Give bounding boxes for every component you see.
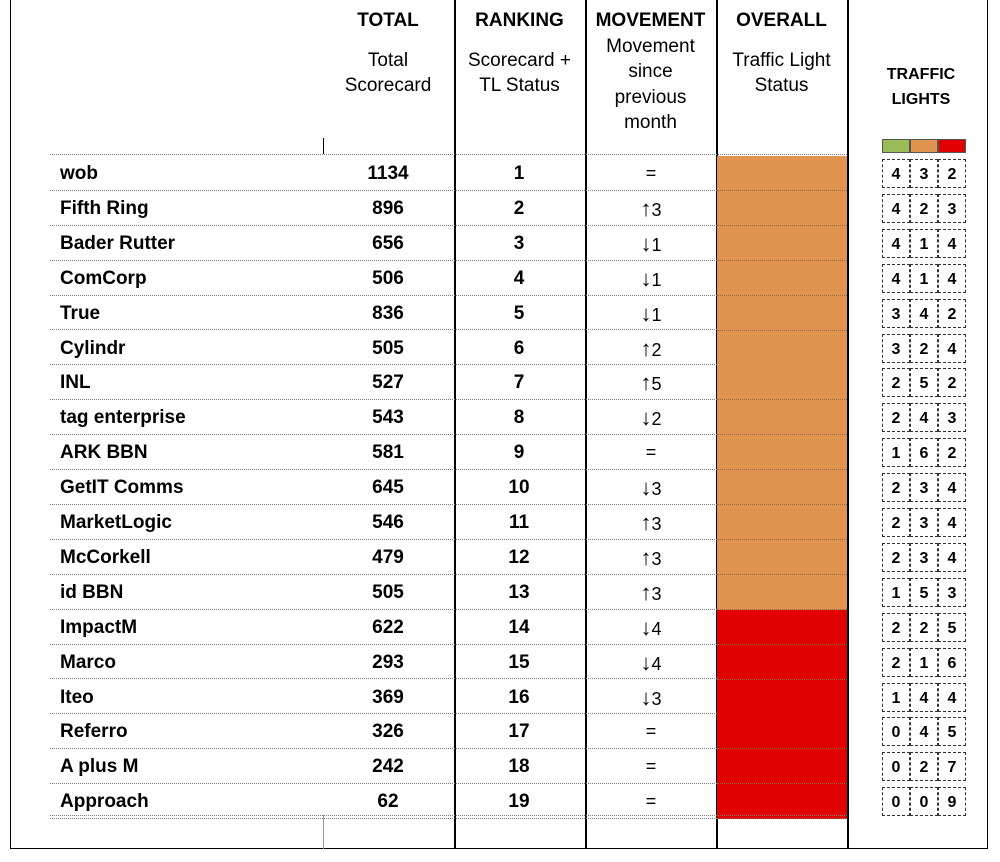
header-movement-sub: Movement since previous month [606, 35, 695, 133]
movement-amount: 4 [651, 653, 662, 674]
amber-count: 5 [910, 368, 938, 397]
company-name: GetIT Comms [60, 477, 184, 499]
arrow-down-icon: ↓ [640, 300, 652, 326]
table-row [10, 645, 990, 680]
movement-indicator [586, 784, 716, 819]
table-row [10, 191, 990, 226]
rank-value: 15 [508, 651, 530, 673]
status-light-amber [717, 365, 847, 400]
red-count: 7 [938, 752, 966, 781]
company-name: Marco [60, 651, 116, 673]
amber-count: 4 [910, 403, 938, 432]
rank-value: 8 [513, 407, 525, 429]
header-traffic-lights-line2: LIGHTS [891, 91, 951, 108]
red-count: 6 [938, 648, 966, 677]
traffic-light-counts [882, 226, 966, 261]
table-row [10, 470, 990, 505]
bottom-separator [50, 815, 847, 816]
movement-indicator [586, 400, 716, 435]
table-row [10, 714, 990, 749]
red-count: 2 [938, 299, 966, 328]
green-count: 2 [882, 368, 910, 397]
rank-value: 12 [508, 546, 530, 568]
status-light-amber [717, 296, 847, 331]
table-row [10, 156, 990, 191]
total-score: 656 [372, 232, 404, 254]
movement-amount: 1 [651, 234, 662, 255]
status-light-amber [717, 470, 847, 505]
red-count: 2 [938, 159, 966, 188]
green-count: 0 [882, 787, 910, 816]
table-row [10, 226, 990, 261]
movement-indicator [586, 435, 716, 470]
amber-count: 2 [910, 334, 938, 363]
red-count: 3 [938, 194, 966, 223]
movement-amount: 3 [651, 548, 662, 569]
company-name: ARK BBN [60, 442, 148, 464]
company-name: Iteo [60, 686, 94, 708]
movement-indicator [586, 191, 716, 226]
red-count: 5 [938, 613, 966, 642]
arrow-down-icon: ↓ [640, 684, 652, 710]
table-row [10, 435, 990, 470]
rank-value: 1 [513, 163, 525, 184]
header-ranking-title: RANKING [475, 10, 564, 31]
total-score: 369 [372, 686, 404, 708]
total-score: 505 [372, 581, 404, 603]
company-name: ComCorp [60, 267, 147, 289]
arrow-down-icon: ↓ [640, 230, 652, 256]
no-change-icon: = [645, 721, 657, 742]
rank-value: 18 [508, 756, 530, 778]
header-traffic-lights-line1: TRAFFIC [886, 66, 956, 83]
amber-count: 3 [910, 543, 938, 572]
company-name: tag enterprise [60, 407, 186, 429]
red-count: 4 [938, 508, 966, 537]
movement-amount: 4 [651, 618, 662, 639]
rank-value: 16 [508, 686, 530, 708]
company-name: ImpactM [60, 616, 138, 638]
rank-value: 10 [508, 477, 530, 499]
red-count: 2 [938, 368, 966, 397]
total-score: 543 [372, 407, 404, 429]
arrow-up-icon: ↑ [640, 335, 652, 361]
green-count: 0 [882, 752, 910, 781]
traffic-light-counts [882, 296, 966, 331]
movement-indicator [586, 714, 716, 749]
movement-amount: 3 [651, 583, 662, 604]
header-separator [50, 154, 847, 155]
company-name: MarketLogic [60, 512, 172, 533]
traffic-light-counts [882, 749, 966, 784]
total-score: 581 [372, 442, 404, 464]
amber-count: 1 [910, 264, 938, 293]
traffic-light-counts [882, 784, 966, 819]
movement-amount: 2 [651, 339, 662, 360]
movement-indicator [586, 575, 716, 610]
header-ranking [454, 8, 585, 99]
rank-value: 19 [508, 791, 530, 813]
company-name: Referro [60, 721, 128, 743]
amber-count: 2 [910, 752, 938, 781]
table-row [10, 610, 990, 645]
green-count: 4 [882, 264, 910, 293]
green-count: 1 [882, 683, 910, 712]
total-score: 242 [372, 756, 404, 778]
status-light-red [717, 784, 847, 819]
movement-amount: 2 [651, 409, 662, 430]
red-count: 5 [938, 717, 966, 746]
status-light-amber [717, 505, 847, 540]
amber-count: 3 [910, 159, 938, 188]
arrow-down-icon: ↓ [640, 649, 652, 675]
rank-value: 6 [513, 337, 525, 359]
table-row [10, 749, 990, 784]
amber-count: 3 [910, 508, 938, 537]
green-count: 4 [882, 229, 910, 258]
status-light-red [717, 714, 847, 749]
header-overall-title: OVERALL [736, 10, 827, 31]
traffic-light-counts [882, 156, 966, 191]
table-row [10, 331, 990, 366]
rank-value: 9 [513, 442, 525, 464]
company-name: id BBN [60, 581, 124, 603]
company-name: wob [60, 163, 98, 184]
movement-amount: 3 [651, 514, 662, 534]
movement-indicator [586, 610, 716, 645]
header-movement-title: MOVEMENT [595, 10, 706, 31]
traffic-light-counts [882, 191, 966, 226]
movement-amount: 1 [651, 269, 662, 290]
table-row [10, 400, 990, 435]
table-row [10, 365, 990, 400]
traffic-light-counts [882, 575, 966, 610]
amber-count: 1 [910, 648, 938, 677]
header-total [323, 8, 453, 99]
red-count: 4 [938, 543, 966, 572]
movement-indicator [586, 749, 716, 784]
total-score: 527 [372, 372, 404, 394]
status-light-red [717, 610, 847, 645]
traffic-light-counts [882, 400, 966, 435]
amber-count: 5 [910, 578, 938, 607]
rank-value: 11 [508, 512, 530, 533]
legend-green-swatch [882, 139, 910, 153]
traffic-light-counts [882, 470, 966, 505]
arrow-up-icon: ↑ [640, 195, 652, 221]
status-light-amber [717, 400, 847, 435]
green-count: 2 [882, 403, 910, 432]
green-count: 0 [882, 717, 910, 746]
movement-amount: 3 [651, 688, 662, 709]
total-score: 896 [372, 197, 404, 219]
arrow-down-icon: ↓ [640, 405, 652, 431]
amber-count: 1 [910, 229, 938, 258]
red-count: 4 [938, 473, 966, 502]
traffic-light-counts [882, 540, 966, 575]
total-score: 645 [372, 477, 404, 499]
movement-amount: 3 [651, 199, 662, 220]
amber-count: 2 [910, 194, 938, 223]
traffic-light-counts [882, 714, 966, 749]
green-count: 1 [882, 578, 910, 607]
traffic-light-counts [882, 435, 966, 470]
movement-indicator [586, 365, 716, 400]
movement-indicator [586, 505, 716, 540]
movement-indicator [586, 261, 716, 296]
no-change-icon: = [645, 163, 657, 183]
legend-red-swatch [938, 139, 966, 153]
status-light-amber [717, 226, 847, 261]
legend-amber-swatch [910, 139, 938, 153]
green-count: 2 [882, 613, 910, 642]
movement-indicator [586, 645, 716, 680]
movement-indicator [586, 331, 716, 366]
arrow-down-icon: ↓ [640, 475, 652, 501]
rank-value: 13 [508, 581, 530, 603]
status-light-red [717, 749, 847, 784]
header-ranking-sub: Scorecard + TL Status [468, 49, 571, 96]
scorecard-table [10, 0, 990, 852]
red-count: 9 [938, 787, 966, 816]
red-count: 4 [938, 229, 966, 258]
traffic-light-counts [882, 331, 966, 366]
status-light-amber [717, 575, 847, 610]
table-row [10, 540, 990, 575]
status-light-red [717, 680, 847, 715]
amber-count: 2 [910, 613, 938, 642]
movement-amount: 5 [651, 374, 662, 395]
rank-value: 3 [513, 232, 525, 254]
header-total-title: TOTAL [357, 10, 419, 31]
movement-indicator [586, 156, 716, 191]
amber-count: 4 [910, 683, 938, 712]
company-name: Fifth Ring [60, 197, 149, 219]
company-name: McCorkell [60, 546, 151, 568]
row-separator [50, 818, 717, 819]
header-overall [716, 8, 847, 99]
green-count: 1 [882, 438, 910, 467]
total-score: 62 [377, 791, 399, 813]
status-light-amber [717, 191, 847, 226]
green-count: 3 [882, 299, 910, 328]
traffic-light-counts [882, 365, 966, 400]
no-change-icon: = [645, 442, 657, 463]
status-light-amber [717, 331, 847, 366]
company-name: Bader Rutter [60, 232, 176, 254]
total-score: 293 [372, 651, 404, 673]
movement-indicator [586, 540, 716, 575]
traffic-light-counts [882, 680, 966, 715]
table-row [10, 784, 990, 819]
movement-indicator [586, 296, 716, 331]
green-count: 2 [882, 648, 910, 677]
total-score: 1134 [367, 163, 409, 184]
arrow-up-icon: ↑ [640, 510, 652, 535]
rank-value: 4 [513, 267, 525, 289]
header-overall-sub: Traffic Light Status [732, 49, 831, 96]
amber-count: 6 [910, 438, 938, 467]
arrow-down-icon: ↓ [640, 614, 652, 640]
header-movement [585, 8, 716, 136]
arrow-up-icon: ↑ [640, 579, 652, 605]
status-light-red [717, 645, 847, 680]
green-count: 4 [882, 159, 910, 188]
red-count: 4 [938, 334, 966, 363]
total-score: 506 [372, 267, 404, 289]
header-total-sub: Total Scorecard [344, 49, 432, 96]
company-name: Cylindr [60, 337, 126, 359]
green-count: 3 [882, 334, 910, 363]
table-row [10, 296, 990, 331]
total-score: 479 [372, 546, 404, 568]
no-change-icon: = [645, 756, 657, 777]
total-score: 326 [372, 721, 404, 743]
status-light-amber [717, 435, 847, 470]
company-name: True [60, 302, 101, 324]
total-score: 505 [372, 337, 404, 359]
green-count: 2 [882, 508, 910, 537]
rank-value: 14 [508, 616, 530, 638]
rank-value: 2 [513, 197, 525, 219]
rank-value: 7 [513, 372, 525, 394]
green-count: 4 [882, 194, 910, 223]
header-tick-mark [323, 138, 324, 154]
total-score: 546 [372, 512, 404, 533]
arrow-down-icon: ↓ [640, 265, 652, 291]
table-row [10, 261, 990, 296]
rank-value: 5 [513, 302, 525, 324]
company-name: A plus M [60, 756, 139, 778]
movement-amount: 1 [651, 304, 662, 325]
traffic-light-counts [882, 645, 966, 680]
table-row [10, 505, 990, 540]
amber-count: 3 [910, 473, 938, 502]
status-light-amber [717, 540, 847, 575]
traffic-light-counts [882, 610, 966, 645]
header-traffic-lights [866, 62, 976, 112]
company-name: INL [60, 372, 91, 394]
no-change-icon: = [645, 791, 657, 812]
amber-count: 4 [910, 299, 938, 328]
traffic-light-counts [882, 261, 966, 296]
total-score: 622 [372, 616, 404, 638]
red-count: 4 [938, 264, 966, 293]
amber-count: 4 [910, 717, 938, 746]
table-row [10, 575, 990, 610]
amber-count: 0 [910, 787, 938, 816]
movement-amount: 3 [651, 479, 662, 500]
red-count: 2 [938, 438, 966, 467]
status-light-amber [717, 261, 847, 296]
red-count: 4 [938, 683, 966, 712]
total-score: 836 [372, 302, 404, 324]
red-count: 3 [938, 403, 966, 432]
red-count: 3 [938, 578, 966, 607]
table-row [10, 680, 990, 715]
arrow-up-icon: ↑ [640, 370, 652, 396]
movement-indicator [586, 226, 716, 261]
status-light-amber [717, 156, 847, 191]
movement-indicator [586, 680, 716, 715]
rank-value: 17 [508, 721, 530, 743]
arrow-up-icon: ↑ [640, 544, 652, 570]
green-count: 2 [882, 543, 910, 572]
bottom-column-mark [323, 815, 324, 849]
traffic-light-counts [882, 505, 966, 540]
movement-indicator [586, 470, 716, 505]
green-count: 2 [882, 473, 910, 502]
company-name: Approach [60, 791, 149, 813]
